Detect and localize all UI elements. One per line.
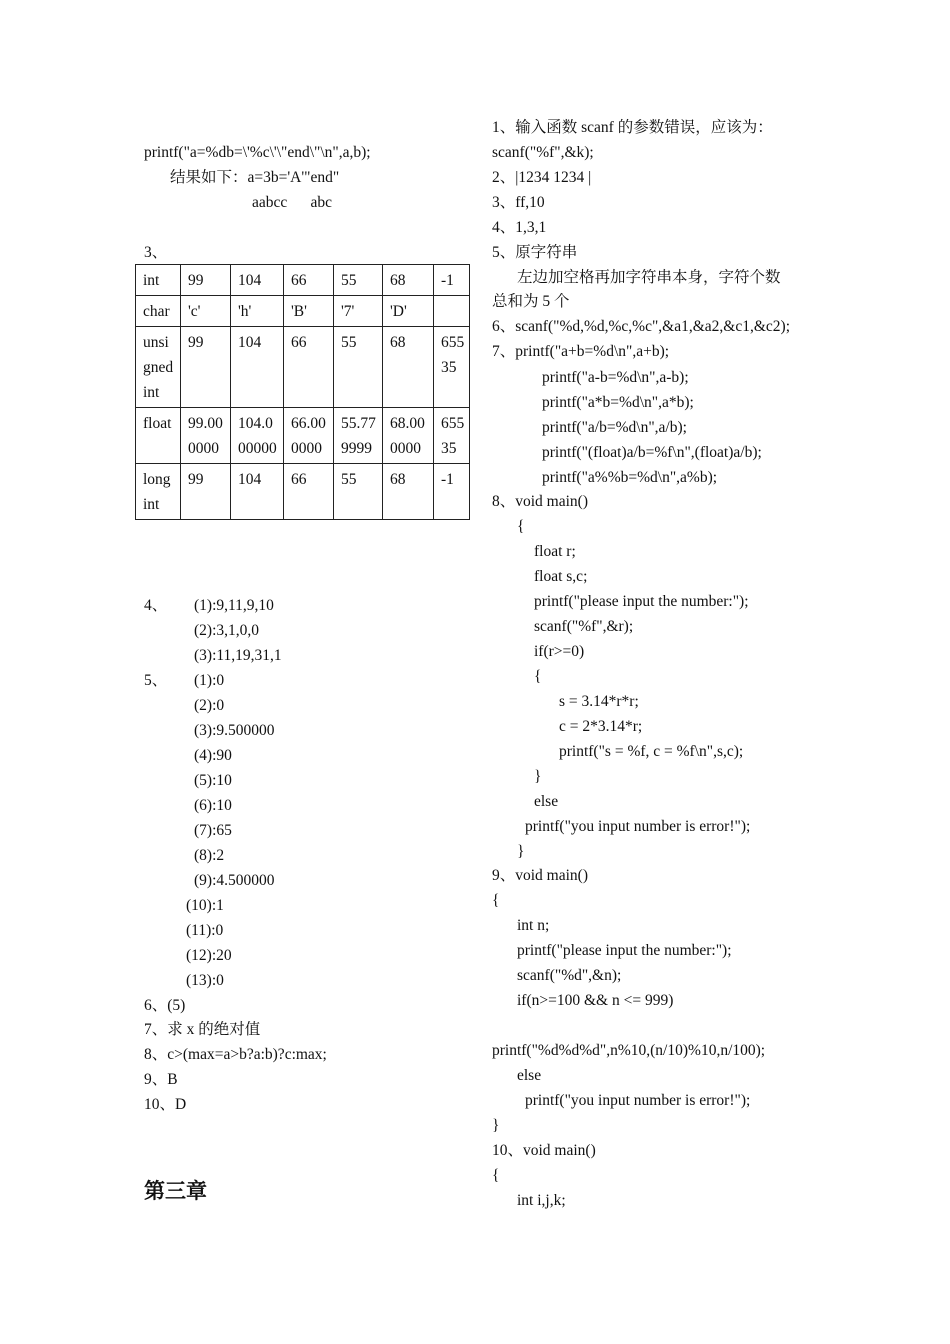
value-cell: 99.000000 <box>181 408 231 464</box>
code-line: printf("a/b=%d\n",a/b); <box>542 419 687 436</box>
value-cell: 65535 <box>434 408 470 464</box>
code-line: float s,c; <box>534 568 588 585</box>
code-line: if(r>=0) <box>534 643 585 660</box>
q5-answer: (5):10 <box>194 772 232 789</box>
value-cell: 104 <box>231 464 284 520</box>
type-name-cell: unsigned int <box>136 327 181 408</box>
chapter-title: 第三章 <box>144 1179 207 1203</box>
q5-answer: (11):0 <box>186 922 224 939</box>
q5-answer: (1):0 <box>194 672 225 689</box>
code-line: 8、void main() <box>492 493 588 510</box>
code-line: int i,j,k; <box>517 1192 566 1209</box>
type-conversion-table <box>135 264 470 520</box>
code-line: 10、void main() <box>492 1142 596 1159</box>
code-line: { <box>492 892 500 909</box>
value-cell: -1 <box>434 464 470 520</box>
code-line: printf("you input number is error!"); <box>525 818 751 835</box>
code-line: { <box>492 1167 500 1184</box>
answer-line: scanf("%f",&k); <box>492 144 594 161</box>
value-cell: 55 <box>334 265 383 296</box>
q5-answer: (7):65 <box>194 822 232 839</box>
code-line: 7、printf("a+b=%d\n",a+b); <box>492 343 670 360</box>
code-line: printf("a*b=%d\n",a*b); <box>542 394 694 411</box>
question-10: 10、D <box>144 1096 187 1113</box>
code-line: printf("%d%d%d",n%10,(n/10)%10,n/100); <box>492 1042 766 1059</box>
code-line: { <box>534 668 542 685</box>
table-row <box>136 296 470 327</box>
value-cell: 104.000000 <box>231 408 284 464</box>
value-cell: 66 <box>284 265 334 296</box>
question-3-label: 3、 <box>144 244 168 261</box>
q5-answer: (6):10 <box>194 797 232 814</box>
result-line: 结果如下：a=3b='A'"end" <box>170 169 340 186</box>
q5-answer: (13):0 <box>186 972 224 989</box>
value-cell: 99 <box>181 265 231 296</box>
code-line: c = 2*3.14*r; <box>559 718 643 735</box>
answer-line: 4、1,3,1 <box>492 219 547 236</box>
question-4-label: 4、 <box>144 597 168 614</box>
value-cell: 66 <box>284 464 334 520</box>
code-line: scanf("%f",&r); <box>534 618 634 635</box>
q4-answer: (2):3,1,0,0 <box>194 622 260 639</box>
code-line: else <box>534 793 559 810</box>
value-cell: 68 <box>383 265 434 296</box>
printf-line: printf("a=%db=\'%c\'\"end\"\n",a,b); <box>144 144 371 161</box>
table-row <box>136 408 470 464</box>
answer-line: 左边加空格再加字符串本身，字符个数 <box>517 269 781 286</box>
value-cell: 104 <box>231 265 284 296</box>
question-6: 6、(5) <box>144 997 186 1014</box>
code-line: } <box>517 843 525 860</box>
code-line: printf("a-b=%d\n",a-b); <box>542 369 689 386</box>
type-name-cell: char <box>136 296 181 327</box>
type-name-cell: int <box>136 265 181 296</box>
code-line: int n; <box>517 917 550 934</box>
answer-line: 6、scanf("%d,%d,%c,%c",&a1,&a2,&c1,&c2); <box>492 318 791 335</box>
code-line: else <box>517 1067 542 1084</box>
type-name-cell: long int <box>136 464 181 520</box>
value-cell: 66 <box>284 327 334 408</box>
code-line: printf("please input the number:"); <box>534 593 749 610</box>
q5-answer: (9):4.500000 <box>194 872 275 889</box>
code-line: printf("please input the number:"); <box>517 942 732 959</box>
question-5-label: 5、 <box>144 672 168 689</box>
q5-answer: (2):0 <box>194 697 225 714</box>
value-cell: 99 <box>181 327 231 408</box>
value-cell: 99 <box>181 464 231 520</box>
code-line: printf("a%%b=%d\n",a%b); <box>542 469 718 486</box>
value-cell: 55.779999 <box>334 408 383 464</box>
value-cell: 104 <box>231 327 284 408</box>
table-row <box>136 327 470 408</box>
q4-answer: (1):9,11,9,10 <box>194 597 274 614</box>
type-name-cell: float <box>136 408 181 464</box>
result-line-2: aabcc abc <box>252 194 333 211</box>
answer-line: 5、原字符串 <box>492 244 578 261</box>
code-line: printf("(float)a/b=%f\n",(float)a/b); <box>542 444 762 461</box>
code-line: } <box>492 1117 500 1134</box>
value-cell: 68.000000 <box>383 408 434 464</box>
value-cell: 68 <box>383 327 434 408</box>
value-cell: 'h' <box>231 296 284 327</box>
code-line: 9、void main() <box>492 867 588 884</box>
table-row <box>136 464 470 520</box>
value-cell: 'c' <box>181 296 231 327</box>
value-cell: 'B' <box>284 296 334 327</box>
value-cell: 55 <box>334 327 383 408</box>
value-cell: 66.000000 <box>284 408 334 464</box>
answer-line: 1、输入函数 scanf 的参数错误，应该为： <box>492 119 773 136</box>
code-line: { <box>517 518 525 535</box>
value-cell: 65535 <box>434 327 470 408</box>
q5-answer: (3):9.500000 <box>194 722 275 739</box>
code-line: } <box>534 768 542 785</box>
value-cell <box>434 296 470 327</box>
value-cell: '7' <box>334 296 383 327</box>
code-line: if(n>=100 && n <= 999) <box>517 992 674 1009</box>
q4-answer: (3):11,19,31,1 <box>194 647 282 664</box>
q5-answer: (10):1 <box>186 897 224 914</box>
value-cell: 'D' <box>383 296 434 327</box>
answer-line: 3、ff,10 <box>492 194 545 211</box>
value-cell: -1 <box>434 265 470 296</box>
answer-line: 2、|1234 1234 | <box>492 169 592 186</box>
code-line: scanf("%d",&n); <box>517 967 622 984</box>
question-9: 9、B <box>144 1071 178 1088</box>
value-cell: 68 <box>383 464 434 520</box>
table-row <box>136 265 470 296</box>
value-cell: 55 <box>334 464 383 520</box>
code-line: float r; <box>534 543 576 560</box>
q5-answer: (4):90 <box>194 747 232 764</box>
q5-answer: (8):2 <box>194 847 225 864</box>
code-line: printf("s = %f, c = %f\n",s,c); <box>559 743 744 760</box>
code-line: s = 3.14*r*r; <box>559 693 639 710</box>
q5-answer: (12):20 <box>186 947 232 964</box>
question-7: 7、求 x 的绝对值 <box>144 1021 261 1038</box>
question-8: 8、c>(max=a>b?a:b)?c:max; <box>144 1046 327 1063</box>
code-line: printf("you input number is error!"); <box>525 1092 751 1109</box>
answer-line: 总和为 5 个 <box>492 293 570 310</box>
